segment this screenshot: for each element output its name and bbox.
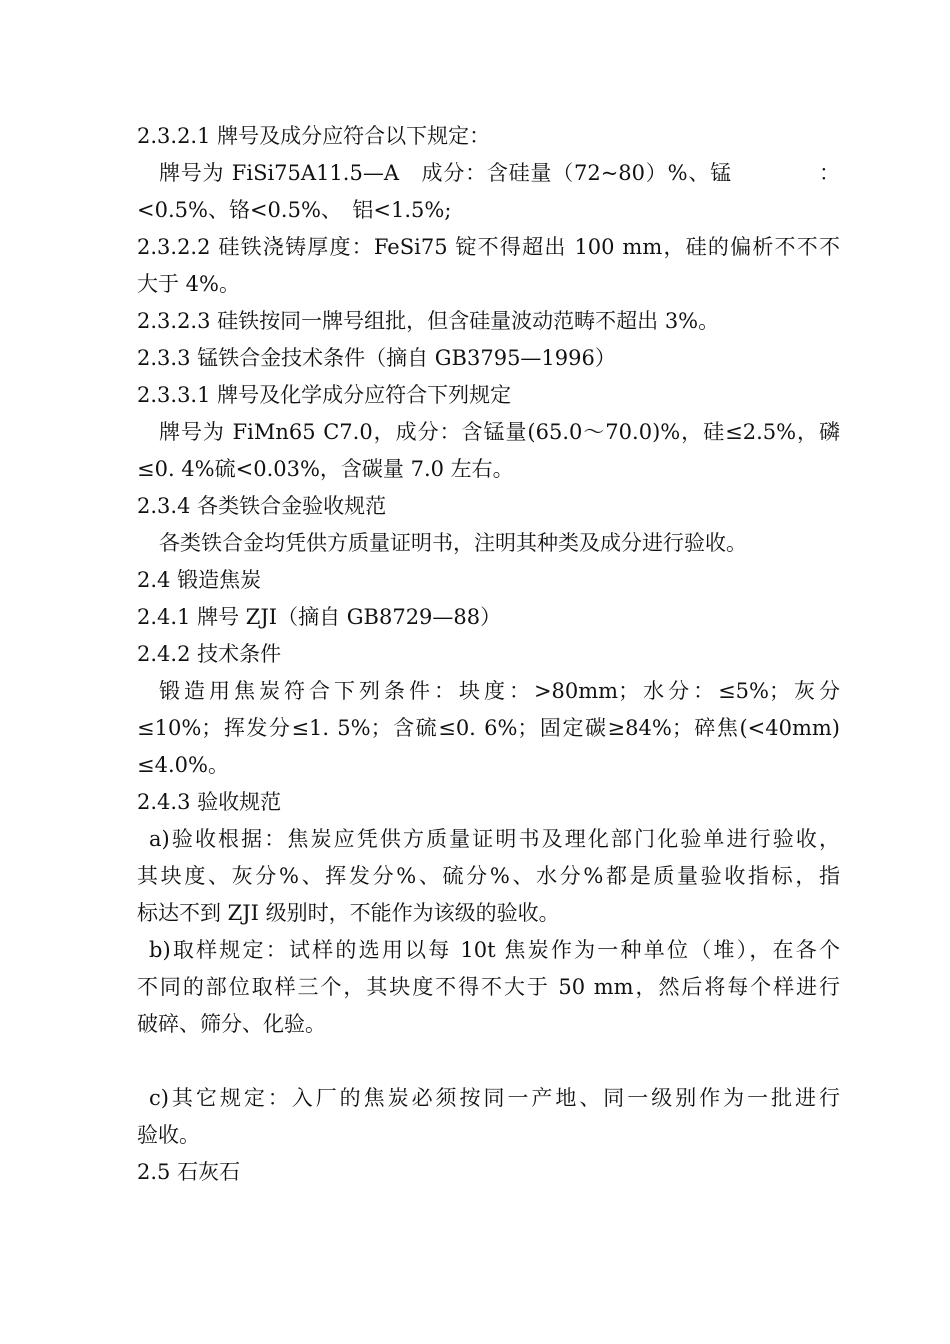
heading-2-4-3: 2.4.3 验收规范 xyxy=(137,790,282,814)
paragraph-line: 标达不到 ZJI 级别时，不能作为该级的验收。 xyxy=(137,901,560,925)
heading-2-4: 2.4 锻造焦炭 xyxy=(137,568,262,592)
heading-2-3-4: 2.3.4 各类铁合金验收规范 xyxy=(137,494,387,518)
heading-2-4-1: 2.4.1 牌号 ZJI（摘自 GB8729—88） xyxy=(137,605,502,629)
paragraph-line: 不同的部位取样三个，其块度不得不大于 50 mm，然后将每个样进行 xyxy=(137,975,840,999)
paragraph-line: 大于 4%。 xyxy=(137,272,240,296)
paragraph-line: 牌号为 FiSi75A11.5—A 成分：含硅量（72~80）%、锰 ： xyxy=(159,161,840,185)
paragraph-line: c)其它规定：入厂的焦炭必须按同一产地、同一级别作为一批进行 xyxy=(149,1086,840,1110)
heading-2-3-2-1: 2.3.2.1 牌号及成分应符合以下规定： xyxy=(137,124,491,148)
paragraph-line: 验收。 xyxy=(137,1123,200,1147)
heading-2-3-3-1: 2.3.3.1 牌号及化学成分应符合下列规定 xyxy=(137,383,512,407)
heading-2-5: 2.5 石灰石 xyxy=(137,1160,241,1184)
paragraph-line: ≤4.0%。 xyxy=(137,753,229,777)
heading-2-3-2-2: 2.3.2.2 硅铁浇铸厚度：FeSi75 锭不得超出 100 mm，硅的偏析不不不 xyxy=(137,235,840,259)
paragraph-line: 其块度、灰分%、挥发分%、硫分%、水分%都是质量验收指标，指 xyxy=(137,864,840,888)
paragraph-line: ≤0. 4%硫<0.03%，含碳量 7.0 左右。 xyxy=(137,457,514,481)
document-page xyxy=(137,118,840,1191)
heading-2-3-3: 2.3.3 锰铁合金技术条件（摘自 GB3795—1996） xyxy=(137,346,616,370)
paragraph-line: 锻造用焦炭符合下列条件：块度：>80mm；水分：≤5%；灰分 xyxy=(159,679,840,703)
paragraph-line: 牌号为 FiMn65 C7.0，成分：含锰量(65.0～70.0)%，硅≤2.5%，磷 xyxy=(159,420,840,444)
paragraph-line: 破碎、筛分、化验。 xyxy=(137,1012,326,1036)
paragraph-line: <0.5%、铬<0.5%、 铝<1.5%; xyxy=(137,198,452,222)
paragraph-line: b)取样规定：试样的选用以每 10t 焦炭作为一种单位（堆），在各个 xyxy=(149,938,840,962)
paragraph-line: ≤10%；挥发分≤1. 5%；含硫≤0. 6%；固定碳≥84%；碎焦(<40mm) xyxy=(137,716,840,740)
blank-line xyxy=(137,1043,840,1080)
paragraph-line: a)验收根据：焦炭应凭供方质量证明书及理化部门化验单进行验收， xyxy=(149,827,840,851)
paragraph-line: 各类铁合金均凭供方质量证明书，注明其种类及成分进行验收。 xyxy=(159,531,747,555)
heading-2-3-2-3: 2.3.2.3 硅铁按同一牌号组批，但含硅量波动范畴不超出 3%。 xyxy=(137,309,720,333)
heading-2-4-2: 2.4.2 技术条件 xyxy=(137,642,282,666)
